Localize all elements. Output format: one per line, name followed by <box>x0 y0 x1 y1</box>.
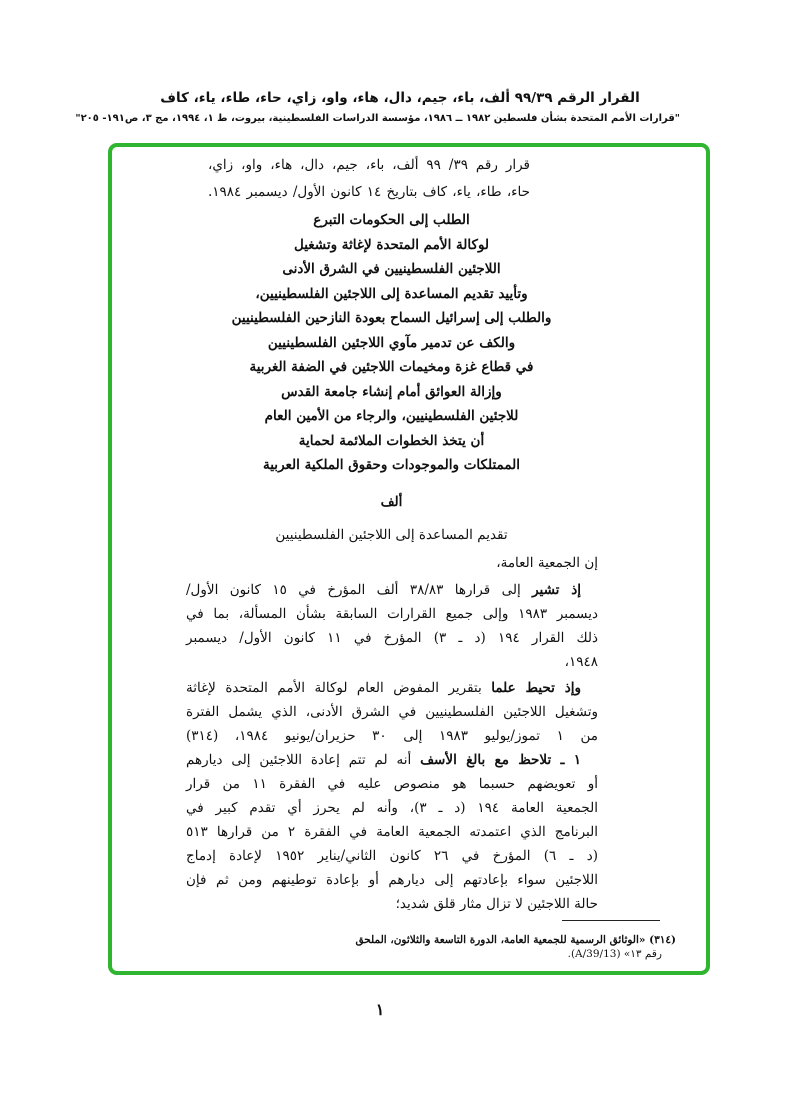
line-text: أنه لم تتم إعادة اللاجئين إلى ديارهم <box>186 752 421 768</box>
paragraph-line <box>186 750 581 770</box>
page-number: ١ <box>375 1000 385 1019</box>
paragraph-line: ١٩٤٨، <box>564 654 598 670</box>
line-text: بتقرير المفوض العام لوكالة الأمم المتحدة لإغاثة <box>186 680 492 696</box>
heading-line: والكف عن تدمير مآوي اللاجئين الفلسطينيين <box>267 334 516 351</box>
paragraph-line <box>186 678 581 698</box>
paragraph-line: الجمعية العامة ١٩٤ (د ـ ٣)، وأنه لم يحرز أي تقدم كبير في <box>186 800 598 816</box>
lead-phrase: ١ ـ تلاحظ مع بالغ الأسف <box>420 752 581 768</box>
opening-line: إن الجمعية العامة، <box>496 555 598 571</box>
paragraph-line: وتشغيل اللاجئين الفلسطينيين في الشرق الأدنى، الذي يشمل الفترة <box>186 704 598 720</box>
paragraph-line: أو تعويضهم حسبما هو منصوص عليه في الفقرة ١١ من قرار <box>186 776 598 792</box>
paragraph-line <box>186 580 581 600</box>
heading-line: وإزالة العوائق أمام إنشاء جامعة القدس <box>281 383 502 400</box>
paragraph-line: اللاجئين سواء بإعادتهم إلى ديارهم أو بإعادة توطينهم ومن ثم فإن <box>186 872 598 888</box>
heading-line: وتأييد تقديم المساعدة إلى اللاجئين الفلسطينيين، <box>255 285 528 302</box>
section-title: تقديم المساعدة إلى اللاجئين الفلسطينيين <box>275 527 508 543</box>
heading-line: للاجئين الفلسطينيين، والرجاء من الأمين العام <box>264 408 519 424</box>
heading-line: الطلب إلى الحكومات التبرع <box>313 212 470 228</box>
heading-line: الممتلكات والموجودات وحقوق الملكية العربية <box>263 457 520 473</box>
heading-line: اللاجئين الفلسطينيين في الشرق الأدنى <box>282 261 501 277</box>
lead-phrase: إذ تشير <box>532 582 581 598</box>
lead-phrase: وإذ تحيط علما <box>491 680 582 696</box>
paragraph-line: ديسمبر ١٩٨٣ وإلى جميع القرارات السابقة بشأن المسألة، بما في <box>186 606 598 622</box>
heading-line: والطلب إلى إسرائيل السماح بعودة النازحين الفلسطينيين <box>231 310 552 326</box>
paragraph-line: من ١ تموز/يوليو ١٩٨٣ إلى ٣٠ حزيران/يونيو ١٩٨٤، (٣١٤) <box>186 728 598 744</box>
line-text: إلى قرارها ٣٨/٨٣ ألف المؤرخ في ١٥ كانون الأول/ <box>186 582 533 598</box>
document-header-title: القرار الرقم ٩٩/٣٩ ألف، باء، جيم، دال، هاء، واو، زاي، حاء، طاء، ياء، كاف <box>160 90 640 106</box>
footnote-line: (٣١٤) «الوثائق الرسمية للجمعية العامة، الدورة التاسعة والثلاثون، الملحق <box>355 934 676 946</box>
heading-line: أن يتخذ الخطوات الملائمة لحماية <box>298 432 485 449</box>
footnote-rule <box>562 920 660 921</box>
paragraph-line: (د ـ ٦) المؤرخ في ٢٦ كانون الثاني/يناير ١٩٥٢ لإعادة إدماج <box>186 848 598 864</box>
paragraph-line: ذلك القرار ١٩٤ (د ـ ٣) المؤرخ في ١١ كانون الأول/ ديسمبر <box>186 630 599 646</box>
intro-line: قرار رقم ٣٩/ ٩٩ ألف، باء، جيم، دال، هاء، واو، زاي، <box>208 157 531 173</box>
footnote-line: رقم ١٣» (A/39/13). <box>567 948 662 960</box>
document-source-citation: "قرارات الأمم المتحدة بشأن فلسطين ١٩٨٢ ــ ١٩٨٦، مؤسسة الدراسات الفلسطينية، بيروت، ط ١، ١٩٩٤، مج ٣، ص١٩١- ٢٠٥" <box>75 113 680 124</box>
paragraph-line: حالة اللاجئين لا تزال مثار قلق شديد؛ <box>395 896 598 912</box>
section-letter: ألف <box>380 494 403 510</box>
intro-line: حاء، طاء، ياء، كاف بتاريخ ١٤ كانون الأول/ ديسمبر ١٩٨٤. <box>208 184 530 200</box>
paragraph-line: البرنامج الذي اعتمدته الجمعية العامة في الفقرة ٢ من قرارها ٥١٣ <box>186 824 598 840</box>
heading-line: في قطاع غزة ومخيمات اللاجئين في الضفة الغربية <box>249 359 534 375</box>
heading-line: لوكالة الأمم المتحدة لإغاثة وتشغيل <box>293 236 490 253</box>
